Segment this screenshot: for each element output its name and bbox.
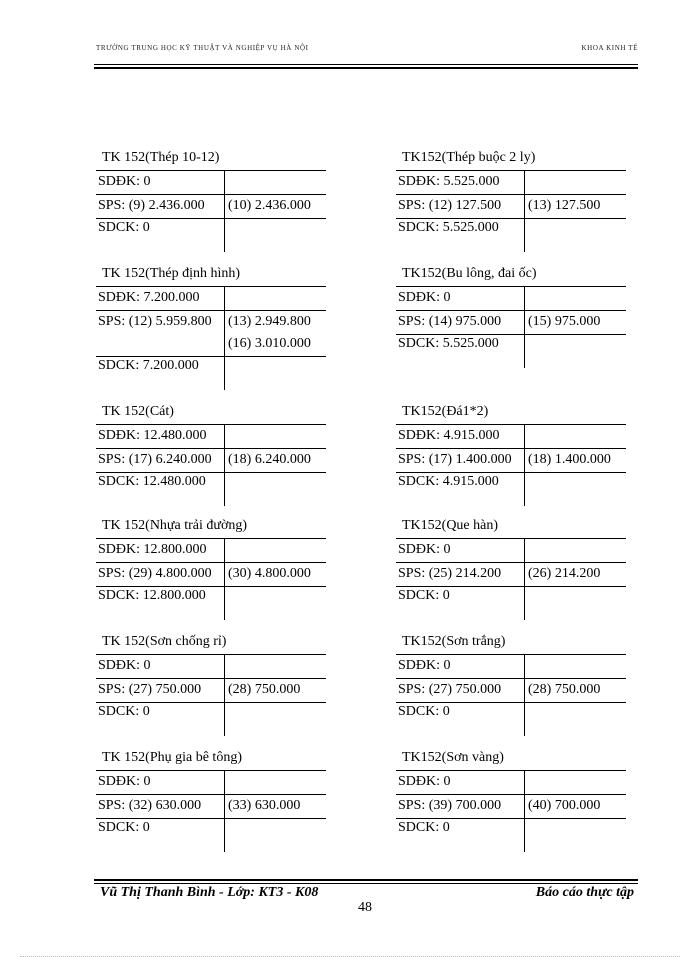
page-bottom-dotted-line [20,956,680,957]
closing-balance: SDCK: 0 [98,820,150,835]
row-rule [396,794,626,795]
closing-balance: SDCK: 0 [98,220,150,235]
account-title: TK 152(Thép định hình) [102,266,241,281]
title-rule [396,286,626,287]
row-rule [96,448,326,449]
row-rule [96,194,326,195]
t-divider [224,170,225,252]
title-rule [96,424,326,425]
row-rule [96,586,326,587]
row-rule [396,194,626,195]
credit-entry: (15) 975.000 [528,314,601,329]
credit-entry: (40) 700.000 [528,798,601,813]
t-account [96,404,336,514]
credit-entry: (26) 214.200 [528,566,601,581]
account-title: TK152(Bu lông, đai ốc) [402,266,537,281]
closing-balance: SDCK: 5.525.000 [398,220,499,235]
t-account [396,150,636,260]
debit-entry: SPS: (29) 4.800.000 [98,566,212,581]
debit-entry: SPS: (17) 1.400.000 [398,452,512,467]
t-account [396,404,636,514]
opening-balance: SDĐK: 5.525.000 [398,174,500,189]
t-account [96,150,336,260]
debit-entry: SPS: (12) 5.959.800 [98,314,212,329]
row-rule [96,702,326,703]
title-rule [396,770,626,771]
t-divider [524,538,525,620]
opening-balance: SDĐK: 0 [398,658,451,673]
t-divider [524,286,525,368]
opening-balance: SDĐK: 0 [398,290,451,305]
credit-entry: (18) 1.400.000 [528,452,611,467]
row-rule [96,310,326,311]
opening-balance: SDĐK: 0 [98,174,151,189]
header-right-text: KHOA KINH TẾ [581,44,638,52]
debit-entry: SPS: (17) 6.240.000 [98,452,212,467]
closing-balance: SDCK: 5.525.000 [398,336,499,351]
closing-balance: SDCK: 7.200.000 [98,358,199,373]
title-rule [396,170,626,171]
closing-balance: SDCK: 0 [398,588,450,603]
t-divider [524,424,525,506]
opening-balance: SDĐK: 4.915.000 [398,428,500,443]
footer-author: Vũ Thị Thanh Bình - Lớp: KT3 - K08 [100,885,319,900]
t-divider [524,170,525,252]
account-title: TK152(Que hàn) [402,518,499,533]
closing-balance: SDCK: 4.915.000 [398,474,499,489]
title-rule [96,538,326,539]
t-account [396,518,636,628]
t-account [396,266,636,376]
debit-entry: SPS: (25) 214.200 [398,566,502,581]
credit-entry: (28) 750.000 [528,682,601,697]
credit-entry: (28) 750.000 [228,682,301,697]
t-divider [524,770,525,852]
opening-balance: SDĐK: 0 [98,658,151,673]
header-left-text: TRƯỜNG TRUNG HỌC KỸ THUẬT VÀ NGHIỆP VỤ HÀ NỘI [96,44,309,52]
footer-rule-thick [94,879,638,881]
row-rule [96,678,326,679]
debit-entry: SPS: (12) 127.500 [398,198,502,213]
title-rule [96,770,326,771]
title-rule [96,170,326,171]
t-divider [224,654,225,736]
credit-entry: (30) 4.800.000 [228,566,311,581]
credit-entry: (13) 127.500 [528,198,601,213]
credit-entry: (33) 630.000 [228,798,301,813]
footer-report-title: Báo cáo thực tập [535,885,634,900]
row-rule [396,448,626,449]
opening-balance: SDĐK: 12.480.000 [98,428,207,443]
t-account [96,634,336,744]
debit-entry: SPS: (39) 700.000 [398,798,502,813]
t-divider [224,538,225,620]
row-rule [396,310,626,311]
row-rule [96,562,326,563]
closing-balance: SDCK: 12.800.000 [98,588,206,603]
opening-balance: SDĐK: 0 [398,542,451,557]
account-title: TK152(Đá1*2) [402,404,489,419]
row-rule [96,472,326,473]
title-rule [396,538,626,539]
account-title: TK152(Sơn trắng) [402,634,506,649]
account-title: TK 152(Thép 10-12) [102,150,220,165]
account-title: TK 152(Sơn chống rỉ) [102,634,227,649]
row-rule [96,794,326,795]
credit-entry: (16) 3.010.000 [228,336,311,351]
t-divider [224,770,225,852]
debit-entry: SPS: (27) 750.000 [398,682,502,697]
opening-balance: SDĐK: 0 [398,774,451,789]
account-title: TK 152(Phụ gia bê tông) [102,750,242,765]
title-rule [396,654,626,655]
row-rule [96,818,326,819]
t-account [396,750,636,860]
row-rule [96,218,326,219]
debit-entry: SPS: (9) 2.436.000 [98,198,205,213]
title-rule [96,286,326,287]
t-divider [524,654,525,736]
row-rule [396,702,626,703]
row-rule [96,356,326,357]
account-title: TK152(Sơn vàng) [402,750,504,765]
t-divider [224,286,225,390]
opening-balance: SDĐK: 12.800.000 [98,542,207,557]
account-title: TK 152(Nhựa trải đường) [102,518,248,533]
row-rule [396,334,626,335]
credit-entry: (13) 2.949.800 [228,314,311,329]
footer-rule-thin [94,883,638,884]
header-rule-thick [94,67,638,69]
debit-entry: SPS: (14) 975.000 [398,314,502,329]
account-title: TK152(Thép buộc 2 ly) [402,150,536,165]
row-rule [396,562,626,563]
row-rule [396,586,626,587]
row-rule [396,472,626,473]
t-account [96,266,336,376]
closing-balance: SDCK: 0 [98,704,150,719]
title-rule [396,424,626,425]
account-title: TK 152(Cát) [102,404,174,419]
debit-entry: SPS: (32) 630.000 [98,798,202,813]
t-account [396,634,636,744]
closing-balance: SDCK: 12.480.000 [98,474,206,489]
closing-balance: SDCK: 0 [398,820,450,835]
row-rule [396,818,626,819]
credit-entry: (18) 6.240.000 [228,452,311,467]
t-divider [224,424,225,506]
t-account [96,518,336,628]
page-number: 48 [358,900,372,915]
credit-entry: (10) 2.436.000 [228,198,311,213]
title-rule [96,654,326,655]
opening-balance: SDĐK: 0 [98,774,151,789]
closing-balance: SDCK: 0 [398,704,450,719]
debit-entry: SPS: (27) 750.000 [98,682,202,697]
t-account [96,750,336,860]
header-rule-thin [94,64,638,65]
row-rule [396,678,626,679]
row-rule [396,218,626,219]
opening-balance: SDĐK: 7.200.000 [98,290,200,305]
